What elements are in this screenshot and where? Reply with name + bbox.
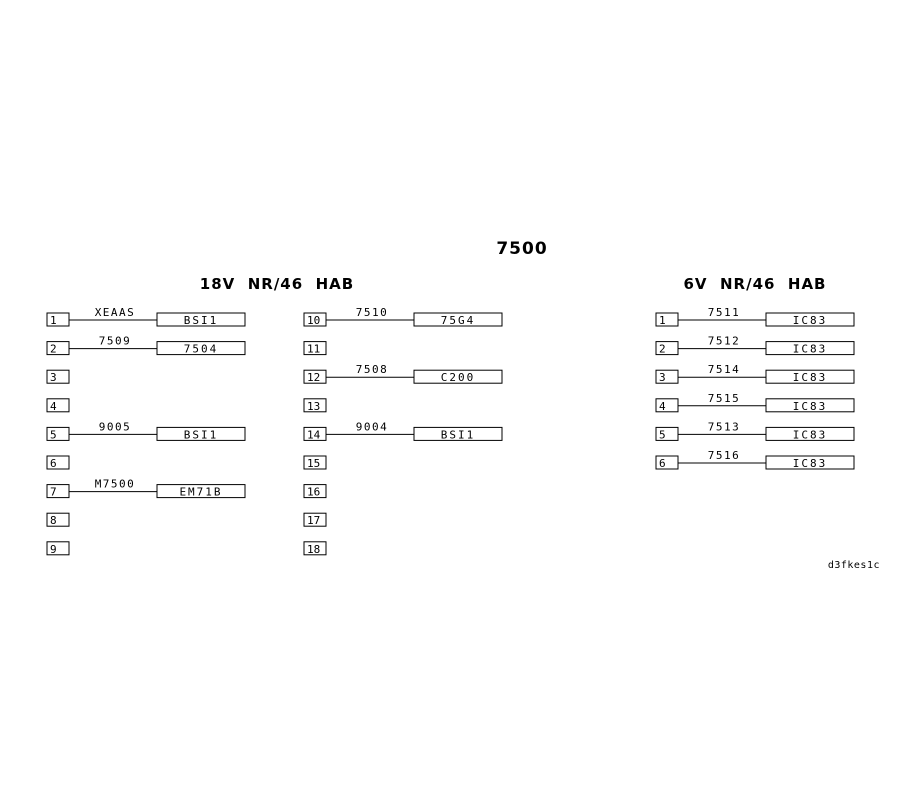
g6v-pin-6-wire-label: 7516	[707, 449, 741, 462]
g18v-left-pin-7-dest-label: EM71B	[179, 485, 223, 499]
g6v-pin-2-number: 2	[659, 342, 666, 356]
g18v-left-pin-1-wire-label: XEAAS	[94, 306, 136, 319]
g18v-right-pin-15-number: 15	[307, 457, 321, 470]
g18v-left-pin-8-number: 8	[50, 514, 57, 528]
g6v-pin-1-number: 1	[659, 314, 666, 327]
g6v-pin-1-wire-label: 7511	[707, 306, 741, 319]
g18v-left-pin-5-dest-label: BSI1	[183, 428, 219, 442]
g18v-right-pin-18-number: 18	[307, 542, 321, 556]
g18v-left-pin-1-dest-label: BSI1	[183, 314, 219, 327]
g18v-left-pin-2-number: 2	[50, 342, 57, 356]
g6v-pin-3-number: 3	[659, 371, 666, 385]
g18v-right-pin-12-dest-label: C200	[440, 371, 476, 385]
g18v-right-pin-11-number: 11	[307, 342, 321, 356]
g18v-right-pin-12-number: 12	[307, 371, 321, 385]
g18v-left-pin-1-number: 1	[50, 314, 57, 327]
g6v-pin-6-number: 6	[659, 457, 666, 470]
g6v-pin-5-number: 5	[659, 428, 666, 442]
g18v-right-pin-14-number: 14	[307, 428, 321, 442]
g18v-right-pin-14-dest-label: BSI1	[440, 428, 476, 442]
g18v-left-pin-5-number: 5	[50, 428, 57, 442]
drawing-reference: d3fkes1c	[827, 560, 880, 571]
g6v-pin-4-wire-label: 7515	[707, 391, 741, 405]
g6v-pin-4-number: 4	[659, 399, 666, 413]
g18v-right-pin-13-number: 13	[307, 399, 321, 413]
g6v-pin-4-dest-label: IC83	[792, 399, 828, 413]
group-header-18v: 18V NR/46 HAB	[199, 275, 355, 293]
group-header-6v: 6V NR/46 HAB	[683, 275, 827, 293]
g18v-left-pin-6-number: 6	[50, 457, 57, 470]
g6v-pin-6-dest-label: IC83	[792, 457, 828, 470]
g18v-right-pin-16-number: 16	[307, 485, 321, 499]
g18v-left-pin-7-wire-label: M7500	[94, 477, 136, 491]
g6v-pin-2-wire-label: 7512	[707, 334, 741, 348]
g6v-pin-1-dest-label: IC83	[792, 314, 828, 327]
g6v-pin-3-wire-label: 7514	[707, 363, 741, 377]
g18v-left-pin-2-dest-label: 7504	[183, 342, 219, 356]
g18v-right-pin-10-dest-label: 75G4	[440, 314, 476, 327]
g18v-left-pin-2-wire-label: 7509	[98, 334, 132, 348]
g6v-pin-3-dest-label: IC83	[792, 371, 828, 385]
g6v-pin-5-dest-label: IC83	[792, 428, 828, 442]
g18v-right-pin-10-wire-label: 7510	[355, 306, 389, 319]
g18v-right-pin-17-number: 17	[307, 514, 321, 528]
pin-rows	[47, 306, 854, 556]
g18v-left-pin-5-wire-label: 9005	[98, 420, 132, 434]
g18v-right-pin-10-number: 10	[307, 314, 321, 327]
g18v-right-pin-14-wire-label: 9004	[355, 420, 389, 434]
g6v-pin-5-wire-label: 7513	[707, 420, 741, 434]
g6v-pin-2-dest-label: IC83	[792, 342, 828, 356]
g18v-left-pin-4-number: 4	[50, 399, 57, 413]
g18v-left-pin-3-number: 3	[50, 371, 57, 385]
connector-title: 7500	[496, 239, 548, 259]
g18v-left-pin-7-number: 7	[50, 485, 57, 499]
g18v-left-pin-9-number: 9	[50, 542, 57, 556]
g18v-right-pin-12-wire-label: 7508	[355, 363, 389, 377]
